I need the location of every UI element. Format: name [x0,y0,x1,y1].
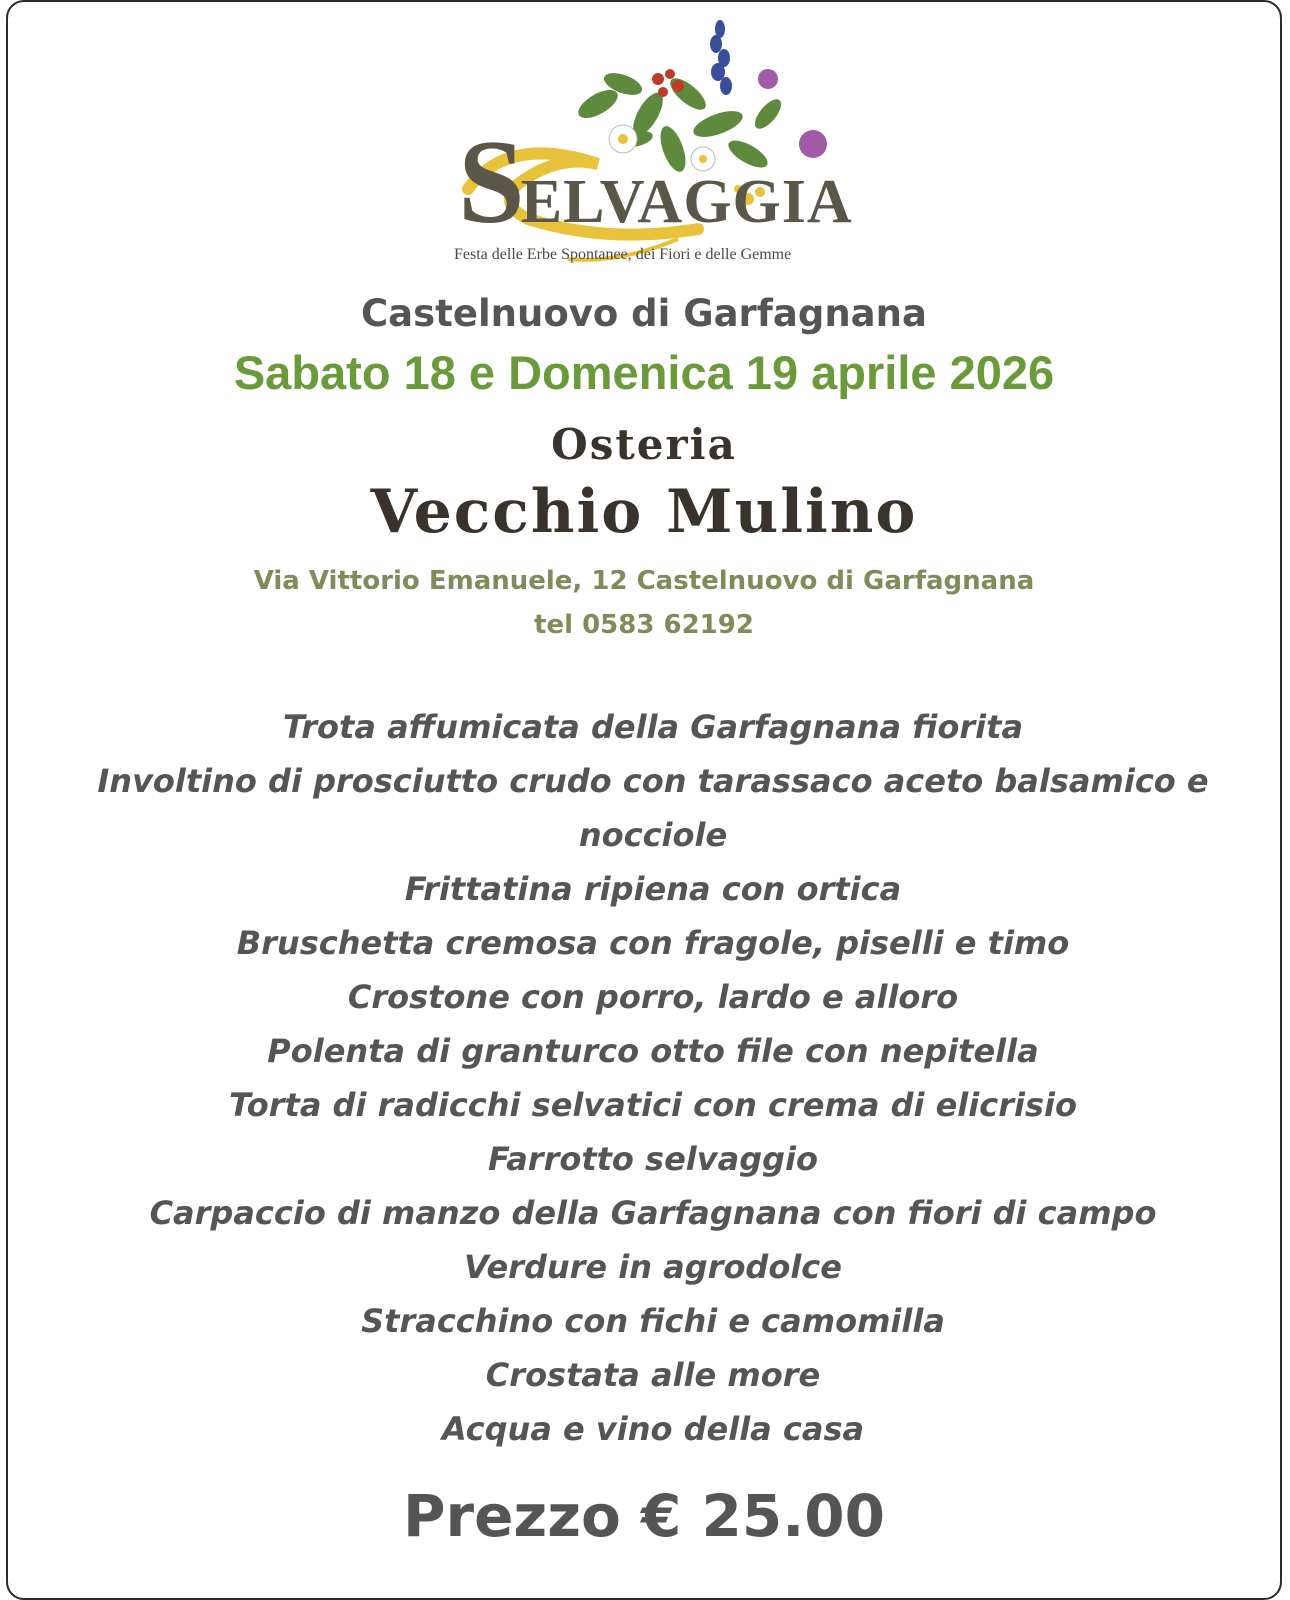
restaurant-phone: tel 0583 62192 [534,610,754,640]
menu-item: Farrotto selvaggio [488,1140,818,1178]
restaurant-address: Via Vittorio Emanuele, 12 Castelnuovo di Garfagnana [253,566,1035,596]
menu-item: Torta di radicchi selvatici con crema di elicrisio [229,1086,1077,1124]
menu-item: Acqua e vino della casa [441,1410,865,1448]
menu-item: Crostone con porro, lardo e alloro [347,978,959,1016]
menu-price: Prezzo € 25.00 [402,1482,885,1550]
menu-item: Verdure in agrodolce [464,1248,842,1286]
logo-tagline: Festa delle Erbe Spontanee, dei Fiori e delle Gemme [454,246,792,263]
restaurant-type: Osteria [551,420,737,469]
menu-list [68,700,1238,1456]
logo-name: ELVAGGIA [520,168,853,236]
event-location: Castelnuovo di Garfagnana [361,292,927,335]
menu-item: Involtino di prosciutto crudo con tarassaco aceto balsamico e nocciole [97,762,1209,854]
menu-item: Frittatina ripiena con ortica [404,870,902,908]
menu-item: Bruschetta cremosa con fragole, piselli e timo [236,924,1070,962]
selvaggia-logo [448,14,868,274]
menu-item: Carpaccio di manzo della Garfagnana con fiori di campo [149,1194,1157,1232]
menu-item: Crostata alle more [485,1356,821,1394]
menu-item: Stracchino con fichi e camomilla [361,1302,945,1340]
logo-initial: S [458,115,521,248]
restaurant-name: Vecchio Mulino [370,477,918,547]
menu-poster [6,0,1282,1600]
menu-item: Polenta di granturco otto file con nepitella [267,1032,1039,1070]
event-dates: Sabato 18 e Domenica 19 aprile 2026 [233,346,1055,399]
logo-wordmark [458,115,853,248]
menu-item: Trota affumicata della Garfagnana fiorita [282,708,1024,746]
